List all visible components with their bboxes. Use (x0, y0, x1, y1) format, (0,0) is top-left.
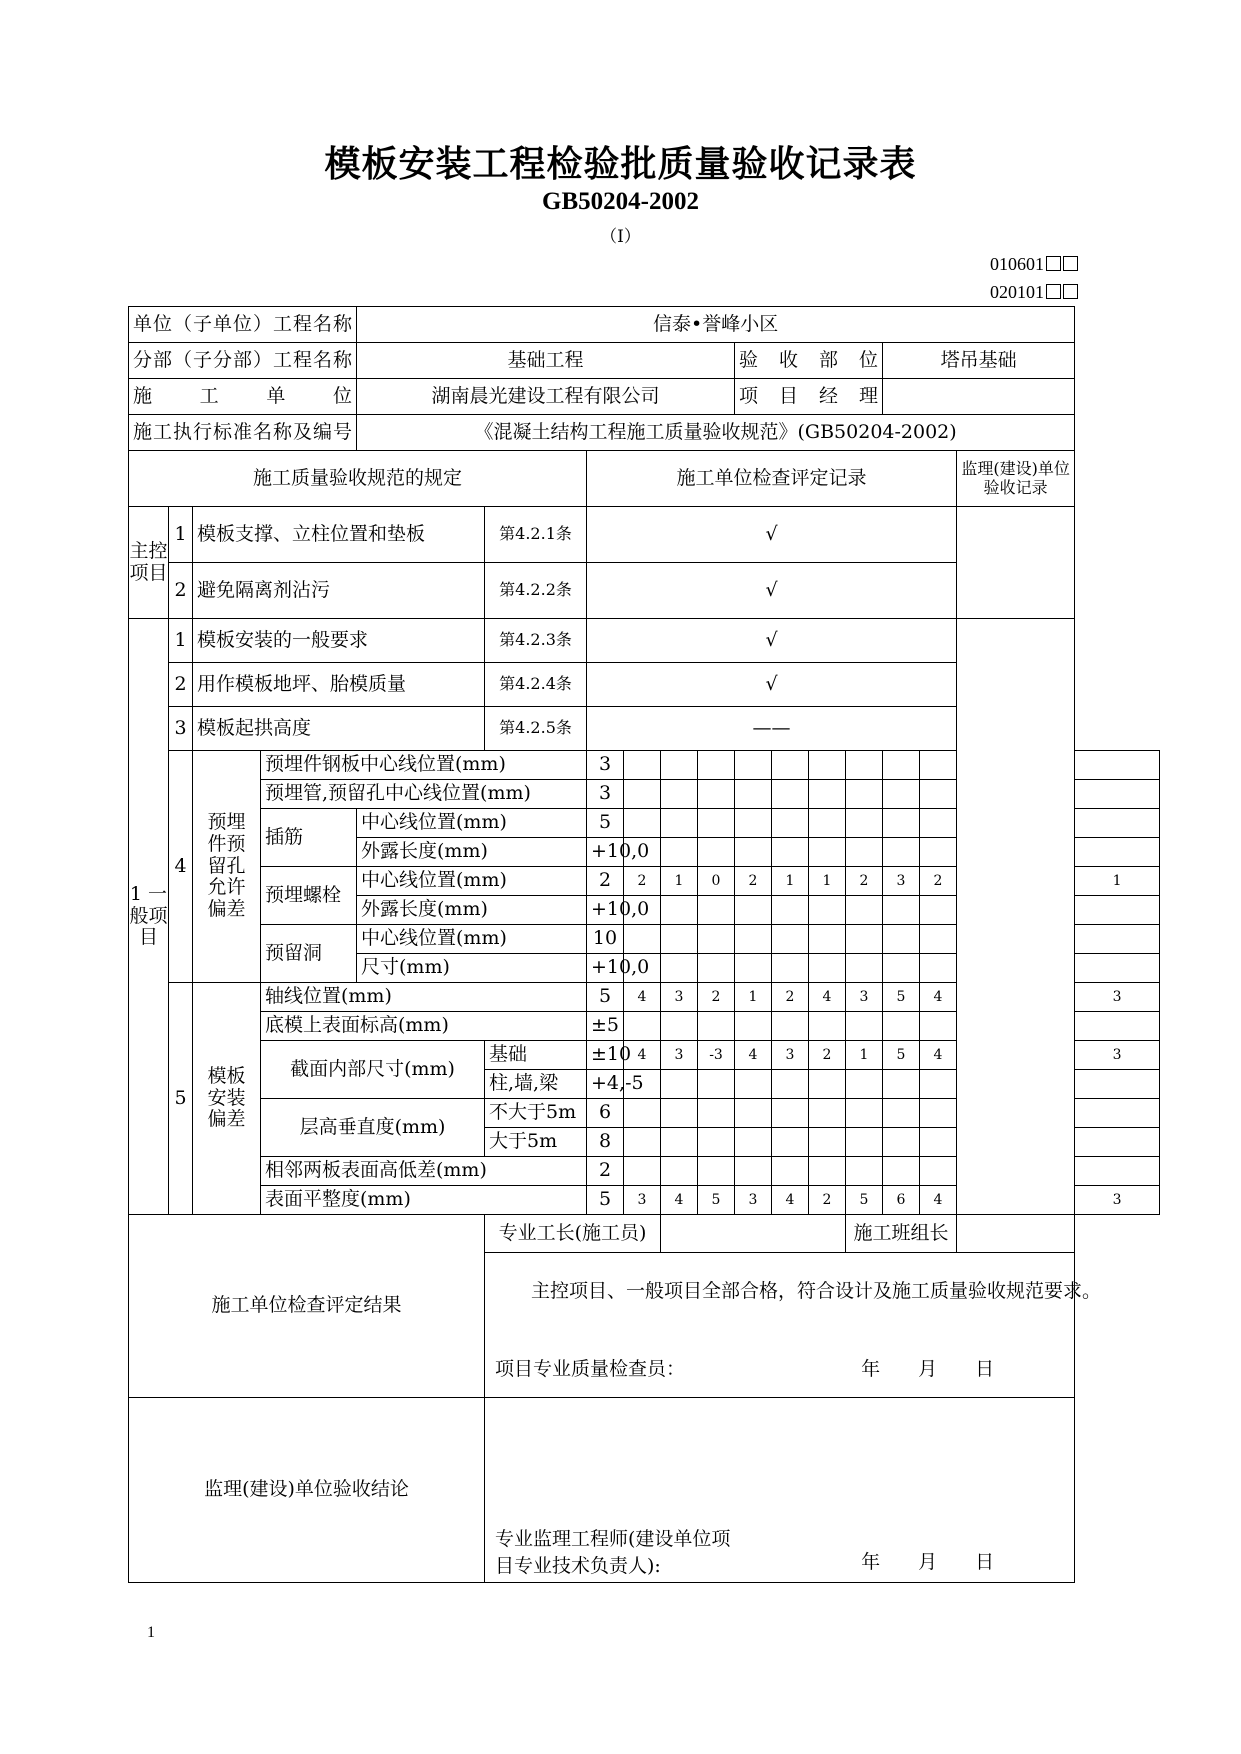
measured-value (772, 1012, 809, 1041)
deviation-name: 底模上表面标高(mm) (261, 1012, 587, 1041)
measured-value: 1 (735, 983, 772, 1012)
measured-value: 3 (883, 867, 920, 896)
item-number: 2 (169, 663, 193, 707)
measured-value (846, 925, 883, 954)
measured-value (772, 809, 809, 838)
measured-value (846, 896, 883, 925)
measured-value (735, 809, 772, 838)
form-part-number: （I） (600, 227, 641, 247)
measured-value (735, 1070, 772, 1099)
deviation-name: 表面平整度(mm) (261, 1186, 587, 1215)
measured-value (661, 838, 698, 867)
contractor-result-body (485, 1253, 1102, 1398)
deviation-name: 尺寸(mm) (357, 954, 587, 983)
item-clause: 第4.2.4条 (485, 663, 587, 707)
measured-value (846, 954, 883, 983)
measured-value: 3 (661, 983, 698, 1012)
measured-value (698, 1012, 735, 1041)
measured-value (883, 838, 920, 867)
measured-value (883, 954, 920, 983)
measured-value (920, 809, 957, 838)
deviation-name: 预埋件钢板中心线位置(mm) (261, 751, 587, 780)
measured-value (735, 751, 772, 780)
supervisor-label: 专业监理工程师(建设单位项目专业技术负责人): (495, 1528, 731, 1577)
main-items-group-label: 主控项目 (129, 507, 169, 619)
tolerance: 5 (587, 809, 624, 838)
measured-value: 3 (624, 1186, 661, 1215)
tolerance: 3 (587, 751, 624, 780)
measured-value: 1 (772, 867, 809, 896)
measured-value (698, 1128, 735, 1157)
tolerance: +4,-5 (587, 1070, 624, 1099)
measured-value (661, 780, 698, 809)
contractor-value: 湖南晨光建设工程有限公司 (357, 379, 735, 415)
measured-value (883, 1099, 920, 1128)
item-number: 1 (169, 507, 193, 563)
subpart-name-value: 基础工程 (357, 343, 735, 379)
measured-value (846, 751, 883, 780)
measured-value (735, 1157, 772, 1186)
item-clause: 第4.2.3条 (485, 619, 587, 663)
contractor-result-label: 施工单位检查评定结果 (129, 1215, 485, 1398)
foreman-label: 专业工长(施工员) (485, 1215, 661, 1253)
measured-value (661, 751, 698, 780)
measured-value: 2 (809, 1041, 846, 1070)
measured-value: 1 (661, 867, 698, 896)
measured-value (624, 751, 661, 780)
tolerance: +10,0 (587, 838, 624, 867)
measured-value (920, 925, 957, 954)
form-code-1: 010601 (990, 254, 1078, 275)
measured-value (920, 838, 957, 867)
measured-value: 5 (883, 983, 920, 1012)
measured-value: 2 (846, 867, 883, 896)
measured-value: 3 (735, 1186, 772, 1215)
measured-value (698, 1157, 735, 1186)
measured-value: 4 (624, 1041, 661, 1070)
measured-value (846, 1012, 883, 1041)
measured-value (1075, 780, 1160, 809)
measured-value (735, 896, 772, 925)
item-result: √ (587, 563, 957, 619)
measured-value: 1 (809, 867, 846, 896)
measured-value (661, 1070, 698, 1099)
tolerance: +10,0 (587, 954, 624, 983)
measured-value (1075, 925, 1160, 954)
tolerance: 6 (587, 1099, 624, 1128)
measured-value (846, 1128, 883, 1157)
measured-value (809, 954, 846, 983)
measured-value: 4 (920, 1186, 957, 1215)
measured-value: -3 (698, 1041, 735, 1070)
measured-value: 2 (809, 1186, 846, 1215)
measured-value (772, 751, 809, 780)
measured-value: 3 (1075, 1186, 1160, 1215)
measured-value (772, 1128, 809, 1157)
item4-label: 预埋件预留孔允许偏差 (193, 751, 261, 983)
inspection-record-table (128, 306, 1160, 1583)
general-items-group-label: 1 一般项目 (129, 619, 169, 1215)
item-name: 模板支撑、立柱位置和垫板 (193, 507, 485, 563)
team-leader-value (957, 1215, 1075, 1253)
spec-column-header: 施工质量验收规范的规定 (129, 451, 587, 507)
supervision-conclusion-label: 监理(建设)单位验收结论 (129, 1398, 485, 1583)
inspector-label: 项目专业质量检查员： (495, 1358, 686, 1380)
measured-value (735, 1099, 772, 1128)
deviation-name: 基础 (485, 1041, 587, 1070)
measured-value (735, 1128, 772, 1157)
deviation-group: 截面内部尺寸(mm) (261, 1041, 485, 1099)
measured-value (661, 1157, 698, 1186)
measured-value (809, 1157, 846, 1186)
measured-value (624, 780, 661, 809)
item-name: 避免隔离剂沾污 (193, 563, 485, 619)
measured-value (624, 1099, 661, 1128)
measured-value (698, 1099, 735, 1128)
measured-value (883, 1070, 920, 1099)
measured-value (1075, 1070, 1160, 1099)
measured-value (661, 1099, 698, 1128)
measured-value: 3 (661, 1041, 698, 1070)
measured-value: 4 (772, 1186, 809, 1215)
deviation-name: 中心线位置(mm) (357, 925, 587, 954)
measured-value (920, 1070, 957, 1099)
deviation-group: 预留洞 (261, 925, 357, 983)
inspect-part-label: 验 收 部 位 (735, 343, 883, 379)
form-code-2: 020101 (990, 282, 1078, 303)
measured-value: 1 (1075, 867, 1160, 896)
measured-value (1075, 896, 1160, 925)
measured-value (772, 1070, 809, 1099)
item-result: —— (587, 707, 957, 751)
measured-value: 4 (624, 983, 661, 1012)
measured-value (846, 838, 883, 867)
item5-label: 模板安装偏差 (193, 983, 261, 1215)
measured-value (883, 925, 920, 954)
measured-value: 2 (735, 867, 772, 896)
tolerance: 2 (587, 1157, 624, 1186)
project-manager-label: 项 目 经 理 (735, 379, 883, 415)
measured-value (698, 838, 735, 867)
measured-value (1075, 751, 1160, 780)
measured-value (1075, 1012, 1160, 1041)
measured-value (772, 838, 809, 867)
measured-value (809, 1070, 846, 1099)
checkbox-icon (1046, 284, 1061, 299)
measured-value (809, 809, 846, 838)
measured-value (846, 1070, 883, 1099)
measured-value: 5 (883, 1041, 920, 1070)
measured-value (920, 780, 957, 809)
measured-value (883, 896, 920, 925)
deviation-name: 相邻两板表面高低差(mm) (261, 1157, 587, 1186)
deviation-name: 轴线位置(mm) (261, 983, 587, 1012)
tolerance: 2 (587, 867, 624, 896)
measured-value (809, 838, 846, 867)
measured-value (735, 925, 772, 954)
date-label: 年 月 日 (861, 1551, 995, 1573)
record-column-header: 施工单位检查评定记录 (587, 451, 957, 507)
deviation-name: 中心线位置(mm) (357, 867, 587, 896)
measured-value (846, 1157, 883, 1186)
measured-value (735, 954, 772, 983)
deviation-name: 外露长度(mm) (357, 838, 587, 867)
conclusion-text: 主控项目、一般项目全部合格，符合设计及施工质量验收规范要求。 (531, 1280, 1102, 1302)
measured-value (883, 751, 920, 780)
measured-value (883, 809, 920, 838)
measured-value (772, 1157, 809, 1186)
item-number: 1 (169, 619, 193, 663)
measured-value (772, 896, 809, 925)
measured-value: 6 (883, 1186, 920, 1215)
measured-value: 1 (846, 1041, 883, 1070)
measured-value: 3 (1075, 983, 1160, 1012)
measured-value (698, 1070, 735, 1099)
measured-value (883, 1012, 920, 1041)
measured-value (846, 1099, 883, 1128)
measured-value (920, 751, 957, 780)
item-clause: 第4.2.2条 (485, 563, 587, 619)
measured-value (809, 896, 846, 925)
measured-value: 5 (698, 1186, 735, 1215)
supervision-column-header: 监理(建设)单位验收记录 (957, 451, 1075, 507)
measured-value (920, 896, 957, 925)
deviation-name: 柱,墙,梁 (485, 1070, 587, 1099)
measured-value (735, 780, 772, 809)
measured-value (883, 1128, 920, 1157)
measured-value (698, 809, 735, 838)
measured-value (1075, 1157, 1160, 1186)
foreman-value (661, 1215, 846, 1253)
supervision-conclusion-body (485, 1398, 1075, 1583)
measured-value: 4 (661, 1186, 698, 1215)
page-number: 1 (147, 1624, 155, 1641)
measured-value (809, 780, 846, 809)
measured-value (920, 1157, 957, 1186)
measured-value (846, 809, 883, 838)
project-name-value: 信泰•誉峰小区 (357, 307, 1075, 343)
deviation-name: 中心线位置(mm) (357, 809, 587, 838)
measured-value (624, 809, 661, 838)
deviation-group: 预埋螺栓 (261, 867, 357, 925)
date-label: 年 月 日 (861, 1358, 995, 1380)
tolerance: ±5 (587, 1012, 624, 1041)
measured-value (883, 1157, 920, 1186)
measured-value: 2 (920, 867, 957, 896)
measured-value (809, 1012, 846, 1041)
measured-value (920, 1128, 957, 1157)
measured-value: 3 (846, 983, 883, 1012)
measured-value (809, 925, 846, 954)
measured-value (883, 780, 920, 809)
measured-value (772, 1099, 809, 1128)
checkbox-icon (1046, 256, 1061, 271)
item-result: √ (587, 619, 957, 663)
measured-value (624, 1012, 661, 1041)
item-clause: 第4.2.5条 (485, 707, 587, 751)
item-clause: 第4.2.1条 (485, 507, 587, 563)
deviation-name: 大于5m (485, 1128, 587, 1157)
item-name: 用作模板地坪、胎模质量 (193, 663, 485, 707)
measured-value (809, 1099, 846, 1128)
measured-value: 0 (698, 867, 735, 896)
item-name: 模板起拱高度 (193, 707, 485, 751)
measured-value (624, 1157, 661, 1186)
deviation-name: 不大于5m (485, 1099, 587, 1128)
tolerance: 3 (587, 780, 624, 809)
measured-value (1075, 1128, 1160, 1157)
measured-value (846, 780, 883, 809)
tolerance: ±10 (587, 1041, 624, 1070)
item-number: 2 (169, 563, 193, 619)
checkbox-icon (1063, 284, 1078, 299)
measured-value (661, 809, 698, 838)
measured-value (772, 925, 809, 954)
tolerance: 5 (587, 1186, 624, 1215)
measured-value (1075, 809, 1160, 838)
item-number: 3 (169, 707, 193, 751)
standard-label: 施工执行标准名称及编号 (129, 415, 357, 451)
deviation-group: 插筋 (261, 809, 357, 867)
inspect-part-value: 塔吊基础 (883, 343, 1075, 379)
tolerance: 8 (587, 1128, 624, 1157)
measured-value: 2 (698, 983, 735, 1012)
tolerance: 5 (587, 983, 624, 1012)
checkbox-icon (1063, 256, 1078, 271)
item-result: √ (587, 663, 957, 707)
measured-value (809, 751, 846, 780)
tolerance: +10,0 (587, 896, 624, 925)
measured-value (698, 925, 735, 954)
standard-value: 《混凝土结构工程施工质量验收规范》(GB50204-2002) (357, 415, 1075, 451)
measured-value (698, 896, 735, 925)
measured-value: 3 (772, 1041, 809, 1070)
measured-value (698, 780, 735, 809)
measured-value (1075, 954, 1160, 983)
measured-value: 3 (1075, 1041, 1160, 1070)
measured-value: 4 (920, 1041, 957, 1070)
item-number: 5 (169, 983, 193, 1215)
measured-value (698, 954, 735, 983)
measured-value (772, 780, 809, 809)
measured-value (661, 954, 698, 983)
measured-value (624, 925, 661, 954)
measured-value (735, 1012, 772, 1041)
deviation-group: 层高垂直度(mm) (261, 1099, 485, 1157)
project-name-label: 单位（子单位）工程名称 (129, 307, 357, 343)
measured-value: 4 (809, 983, 846, 1012)
deviation-name: 预埋管,预留孔中心线位置(mm) (261, 780, 587, 809)
measured-value: 4 (735, 1041, 772, 1070)
measured-value (920, 954, 957, 983)
measured-value (920, 1012, 957, 1041)
contractor-label: 施 工 单 位 (129, 379, 357, 415)
project-manager-value (883, 379, 1075, 415)
measured-value (661, 1012, 698, 1041)
measured-value (1075, 838, 1160, 867)
standard-code: GB50204-2002 (542, 188, 699, 215)
measured-value (661, 1128, 698, 1157)
measured-value (661, 925, 698, 954)
measured-value: 2 (624, 867, 661, 896)
measured-value (624, 1128, 661, 1157)
item-name: 模板安装的一般要求 (193, 619, 485, 663)
measured-value (809, 1128, 846, 1157)
measured-value (772, 954, 809, 983)
measured-value (698, 751, 735, 780)
measured-value (735, 838, 772, 867)
item-number: 4 (169, 751, 193, 983)
page-title: 模板安装工程检验批质量验收记录表 (324, 143, 917, 185)
measured-value: 2 (772, 983, 809, 1012)
measured-value (661, 896, 698, 925)
measured-value (920, 1099, 957, 1128)
supervision-cell (957, 507, 1075, 619)
deviation-name: 外露长度(mm) (357, 896, 587, 925)
measured-value: 5 (846, 1186, 883, 1215)
measured-value: 4 (920, 983, 957, 1012)
measured-value (1075, 1099, 1160, 1128)
subpart-name-label: 分部（子分部）工程名称 (129, 343, 357, 379)
item-result: √ (587, 507, 957, 563)
supervision-cell (957, 619, 1075, 1215)
team-leader-label: 施工班组长 (846, 1215, 957, 1253)
tolerance: 10 (587, 925, 624, 954)
